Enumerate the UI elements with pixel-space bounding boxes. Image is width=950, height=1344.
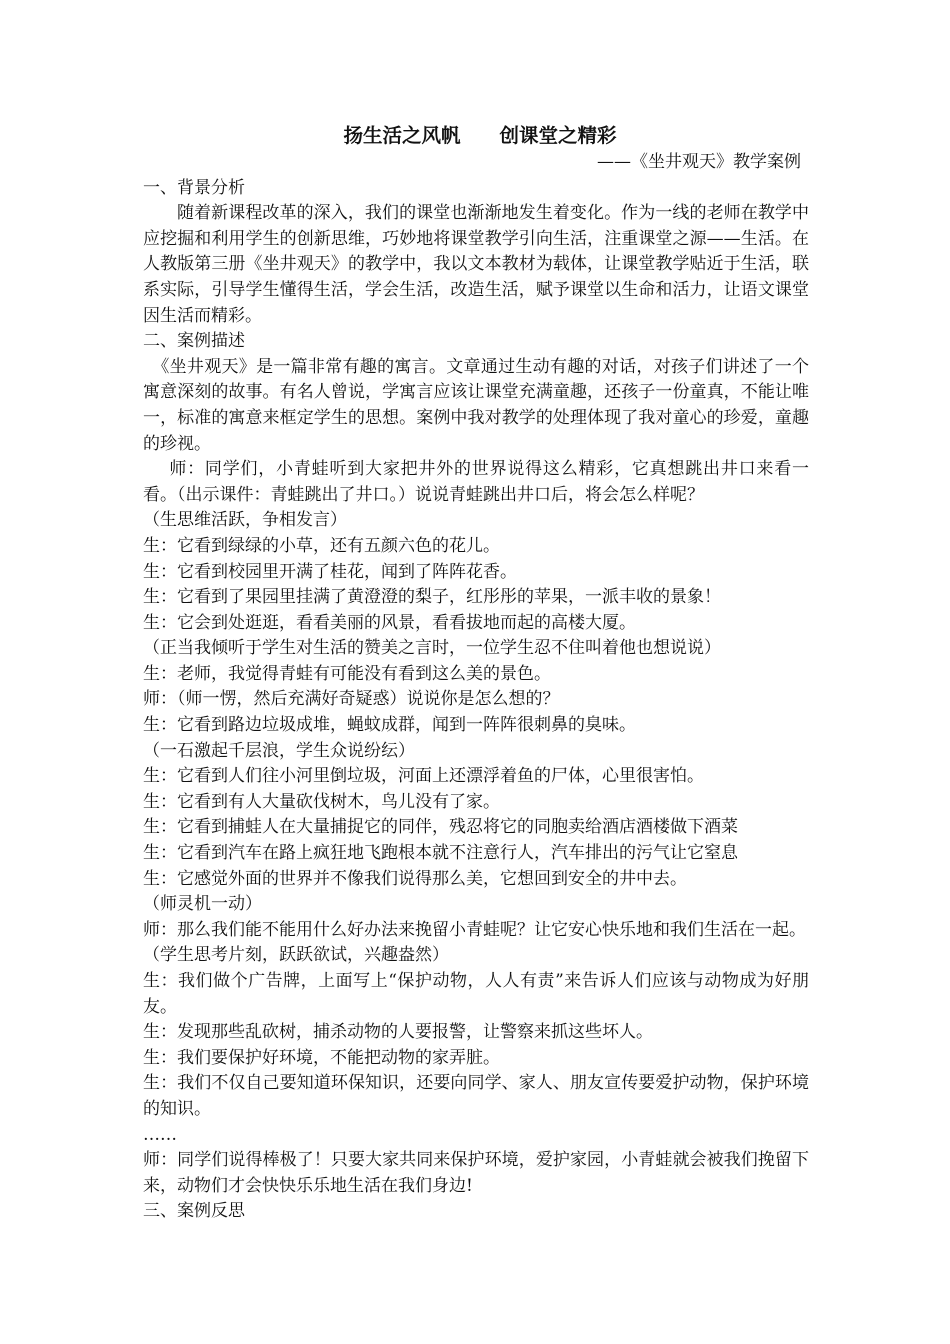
dialogue-line: 生：它看到了果园里挂满了黄澄澄的梨子，红彤彤的苹果，一派丰收的景象！ — [143, 587, 721, 608]
student-answer-environment: 生：我们要保护好环境，不能把动物的家弄脏。 — [143, 1047, 500, 1068]
section-heading-reflection: 三、案例反思 — [143, 1201, 245, 1222]
student-answer-police: 生：发现那些乱砍树，捕杀动物的人要报警，让警察来抓这些坏人。 — [143, 1022, 653, 1043]
dialogue-line: （正当我倾听于学生对生活的赞美之言时，一位学生忍不住叫着他也想说说） — [143, 638, 721, 659]
document-title: 扬生活之风帆 创课堂之精彩 — [343, 124, 617, 147]
dialogue-line: 生：老师，我觉得青蛙有可能没有看到这么美的景色。 — [143, 663, 551, 684]
case-intro-paragraph: 《坐井观天》是一篇非常有趣的寓言。文章通过生动有趣的对话，对孩子们讲述了一个寓意深刻的故事。有名人曾说，学寓言应该让课堂充满童趣，还孩子一份童真，不能让唯一，标准的寓意来框定学生的思想。案例中我对教学的处理体现了我对童心的珍爱，童趣的珍视。 — [143, 356, 809, 454]
teacher-question-paragraph: 师：那么我们能不能用什么好办法来挽留小青蛙呢？让它安心快乐地和我们生活在一起。 — [143, 919, 806, 940]
student-answer-sign: 生：我们做个广告牌，上面写上“保护动物，人人有责”来告诉人们应该与动物成为好朋友。 — [143, 971, 809, 1017]
dialogue-line: 生：它看到有人大量砍伐树木，鸟儿没有了家。 — [143, 791, 500, 812]
dialogue-line: （师灵机一动） — [143, 894, 262, 915]
dialogue-line: 生：它看到路边垃圾成堆，蝇蚊成群，闻到一阵阵很刺鼻的臭味。 — [143, 715, 636, 736]
dialogue-line: 生：它看到捕蛙人在大量捕捉它的同伴，残忍将它的同胞卖给酒店酒楼做下酒菜 — [143, 817, 738, 838]
student-thinking-line: （学生思考片刻，跃跃欲试，兴趣盎然） — [143, 945, 449, 966]
document-content — [143, 122, 809, 1225]
ellipsis-line: …… — [143, 1124, 177, 1145]
teacher-prompt-paragraph: 师：同学们，小青蛙听到大家把井外的世界说得这么精彩，它真想跳出井口来看一看。（出示课件：青蛙跳出了井口。）说说青蛙跳出井口后，将会怎么样呢？ — [143, 459, 809, 505]
dialogue-line: 生：它感觉外面的世界并不像我们说得那么美，它想回到安全的井中去。 — [143, 868, 687, 889]
background-paragraph: 随着新课程改革的深入，我们的课堂也渐渐地发生着变化。作为一线的老师在教学中应挖掘和利用学生的创新思维，巧妙地将课堂教学引向生活，注重课堂之源——生活。在人教版第三册《坐井观天》的教学中，我以文本教材为载体，让课堂教学贴近于生活，联系实际，引导学生懂得生活，学会生活，改造生活，赋予课堂以生命和活力，让语文课堂因生活而精彩。 — [143, 203, 809, 326]
dialogue-line: （一石激起千层浪，学生众说纷纭） — [143, 740, 415, 761]
dialogue-line: 生：它看到人们往小河里倒垃圾，河面上还漂浮着鱼的尸体，心里很害怕。 — [143, 766, 704, 787]
dialogue-line: 生：它看到汽车在路上疯狂地飞跑根本就不注意行人，汽车排出的污气让它窒息 — [143, 843, 738, 864]
student-answer-knowledge: 生：我们不仅自己要知道环保知识，还要向同学、家人、朋友宣传要爱护动物，保护环境的知识。 — [143, 1073, 809, 1119]
dialogue-line: （生思维活跃，争相发言） — [143, 510, 347, 531]
dialogue-line: 生：它看到校园里开满了桂花，闻到了阵阵花香。 — [143, 561, 517, 582]
section-heading-case-description: 二、案例描述 — [143, 331, 245, 352]
section-heading-background: 一、背景分析 — [143, 177, 245, 198]
dialogue-line: 生：它会到处逛逛，看看美丽的风景，看看拔地而起的高楼大厦。 — [143, 612, 636, 633]
teacher-conclusion-paragraph: 师：同学们说得棒极了！只要大家共同来保护环境，爱护家园，小青蛙就会被我们挽留下来，动物们才会快快乐乐地生活在我们身边! — [143, 1150, 809, 1196]
document-subtitle: ——《坐井观天》教学案例 — [597, 152, 801, 172]
dialogue-line: 师：（师一愣，然后充满好奇疑惑）说说你是怎么想的？ — [143, 689, 560, 710]
dialogue-line: 生：它看到绿绿的小草，还有五颜六色的花儿。 — [143, 535, 500, 556]
